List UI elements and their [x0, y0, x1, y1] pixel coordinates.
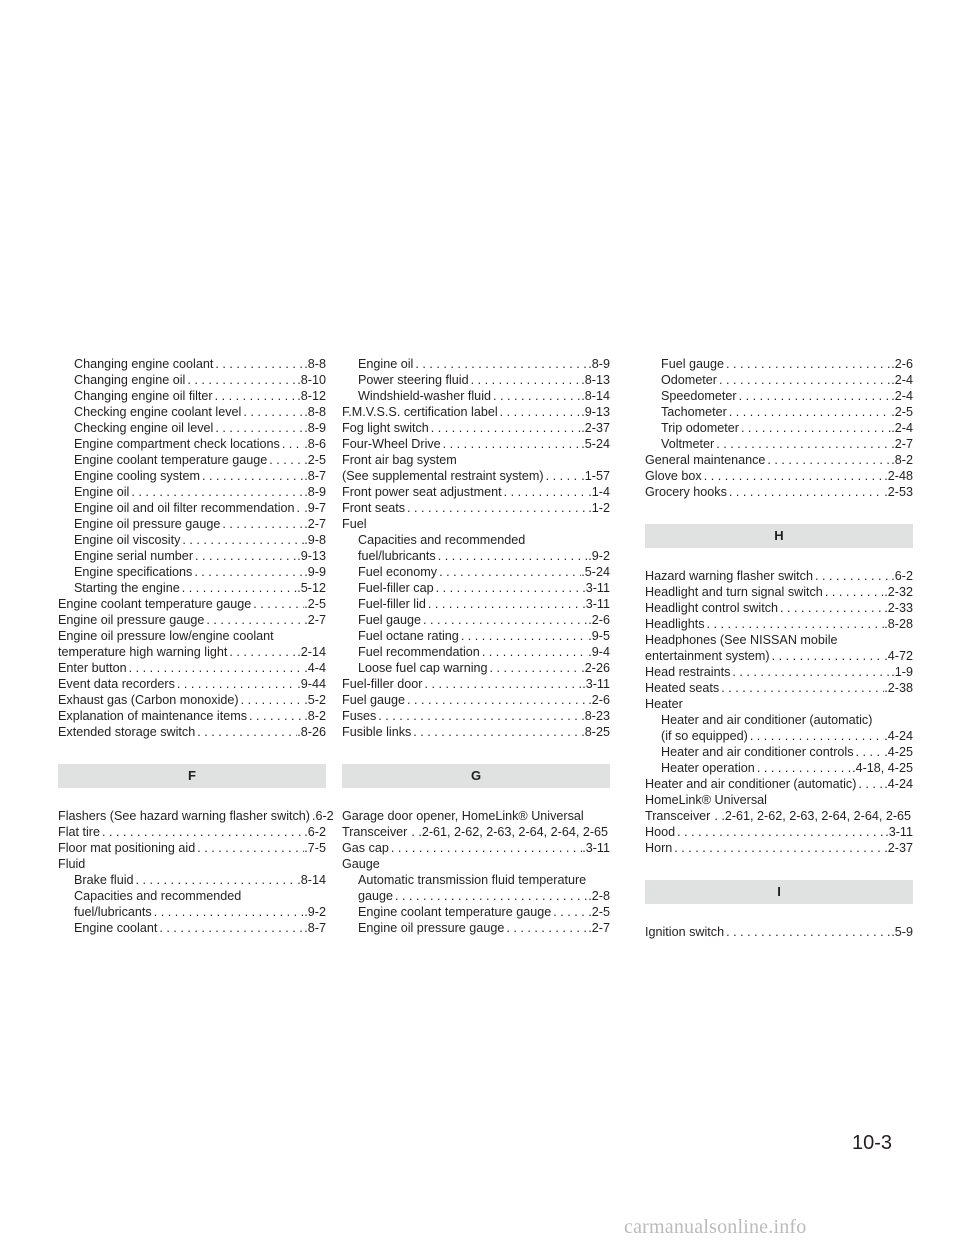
index-entry: Grocery hooks . . . .2-53 [645, 484, 913, 500]
index-entry: (See supplemental restraint system) . . . .1-57 [342, 468, 610, 484]
index-entry: Exhaust gas (Carbon monoxide) . . . .5-2 [58, 692, 326, 708]
index-column-3 [645, 356, 913, 940]
index-entry-line: Headphones (See NISSAN mobile [645, 633, 838, 647]
index-entry: Windshield-washer fluid . . . .8-14 [342, 388, 610, 404]
index-entry: Fuel gauge . . . .2-6 [645, 356, 913, 372]
index-entry: Engine coolant . . . .8-7 [58, 920, 326, 936]
index-entry: Enter button . . . .4-4 [58, 660, 326, 676]
index-entry: Changing engine coolant . . . .8-8 [58, 356, 326, 372]
index-entry: Engine cooling system . . . .8-7 [58, 468, 326, 484]
index-entry: Trip odometer . . . .2-4 [645, 420, 913, 436]
index-entry: Changing engine oil . . . .8-10 [58, 372, 326, 388]
index-entry: Explanation of maintenance items . . . .8-2 [58, 708, 326, 724]
index-entry: entertainment system) . . . .4-72 [645, 648, 913, 664]
index-column-1 [58, 356, 334, 936]
index-entry: Power steering fluid . . . .8-13 [342, 372, 610, 388]
index-entry: Tachometer . . . .2-5 [645, 404, 913, 420]
index-entry: Odometer . . . .2-4 [645, 372, 913, 388]
index-entry: Voltmeter . . . .2-7 [645, 436, 913, 452]
index-entry-line: Heater and air conditioner (automatic) [661, 713, 873, 727]
index-entry: Speedometer . . . .2-4 [645, 388, 913, 404]
index-entry-line: Garage door opener, HomeLink® Universal [342, 809, 584, 823]
section-header-g: G [342, 764, 610, 788]
index-entry: Fuel gauge . . . .2-6 [342, 612, 610, 628]
index-entry: Extended storage switch . . . .8-26 [58, 724, 326, 740]
index-heading: Gauge [342, 857, 380, 871]
index-entry: Engine coolant temperature gauge . . . .2-5 [58, 596, 326, 612]
index-entry: Heater and air conditioner (automatic) . . . .4-24 [645, 776, 913, 792]
index-entry: Front seats . . . .1-2 [342, 500, 610, 516]
index-entry: Engine oil pressure gauge . . . .2-7 [58, 516, 326, 532]
index-entry: Checking engine coolant level . . . .8-8 [58, 404, 326, 420]
index-entry: Engine coolant temperature gauge . . . .2-5 [342, 904, 610, 920]
index-entry: Heater operation . . . .4-18, 4-25 [645, 760, 913, 776]
index-entry: Fuel octane rating . . . .9-5 [342, 628, 610, 644]
index-entry: Fuel economy . . . .5-24 [342, 564, 610, 580]
index-entry: gauge . . . .2-8 [342, 888, 610, 904]
index-entry: Starting the engine . . . .5-12 [58, 580, 326, 596]
index-entry: Transceiver . .2-61, 2-62, 2-63, 2-64, 2-64, 2-65 [645, 809, 912, 823]
index-entry: Engine oil pressure gauge . . . .2-7 [58, 612, 326, 628]
index-entry: fuel/lubricants . . . .9-2 [58, 904, 326, 920]
index-entry: Event data recorders . . . .9-44 [58, 676, 326, 692]
index-entry: Transceiver . .2-61, 2-62, 2-63, 2-64, 2-64, 2-65 [342, 825, 609, 839]
index-entry: Glove box . . . .2-48 [645, 468, 913, 484]
index-entry: Engine specifications . . . .9-9 [58, 564, 326, 580]
index-entry-line: Engine oil pressure low/engine coolant [58, 629, 274, 643]
section-header-i: I [645, 880, 913, 904]
index-entry: Engine serial number . . . .9-13 [58, 548, 326, 564]
index-entry: Fuel gauge . . . .2-6 [342, 692, 610, 708]
index-entry: Fog light switch . . . .2-37 [342, 420, 610, 436]
index-entry: Headlights . . . .8-28 [645, 616, 913, 632]
index-entry: Head restraints . . . .1-9 [645, 664, 913, 680]
index-entry: Heater and air conditioner controls . . . .4-25 [645, 744, 913, 760]
index-entry-line: Capacities and recommended [74, 889, 242, 903]
index-entry: (if so equipped) . . . .4-24 [645, 728, 913, 744]
page-number: 10-3 [852, 1132, 893, 1154]
index-entry: Ignition switch . . . .5-9 [645, 924, 913, 940]
index-entry: Gas cap . . . .3-11 [342, 840, 610, 856]
index-entry: Engine oil . . . .8-9 [58, 484, 326, 500]
index-entry: Engine oil . . . .8-9 [342, 356, 610, 372]
index-entry: Engine compartment check locations . . . .8-6 [58, 436, 326, 452]
index-entry: Fuel-filler door . . . .3-11 [342, 676, 610, 692]
index-entry: Horn . . . .2-37 [645, 840, 913, 856]
index-entry: Engine oil viscosity . . . .9-8 [58, 532, 326, 548]
index-entry: Front power seat adjustment . . . .1-4 [342, 484, 610, 500]
index-entry: Brake fluid . . . .8-14 [58, 872, 326, 888]
index-entry: Fuel recommendation . . . .9-4 [342, 644, 610, 660]
index-entry: Flat tire . . . .6-2 [58, 824, 326, 840]
index-entry-line: HomeLink® Universal [645, 793, 767, 807]
index-entry: Four-Wheel Drive . . . .5-24 [342, 436, 610, 452]
section-header-f: F [58, 764, 326, 788]
index-entry: Fuel-filler cap . . . .3-11 [342, 580, 610, 596]
index-entry-line: Automatic transmission fluid temperature [358, 873, 587, 887]
index-heading: Fluid [58, 857, 86, 871]
index-entry-line: Capacities and recommended [358, 533, 526, 547]
index-entry: Hood . . . .3-11 [645, 824, 913, 840]
index-entry: General maintenance . . . .8-2 [645, 452, 913, 468]
index-entry: Fuel-filler lid . . . .3-11 [342, 596, 610, 612]
index-entry: Loose fuel cap warning . . . .2-26 [342, 660, 610, 676]
index-entry: F.M.V.S.S. certification label . . . .9-13 [342, 404, 610, 420]
index-entry: Heated seats . . . .2-38 [645, 680, 913, 696]
index-entry: Fuses . . . .8-23 [342, 708, 610, 724]
index-entry: Hazard warning flasher switch . . . .6-2 [645, 568, 913, 584]
index-entry: Engine oil and oil filter recommendation . . . .9-7 [58, 500, 326, 516]
index-entry-line: Front air bag system [342, 453, 457, 467]
index-entry: fuel/lubricants . . . .9-2 [342, 548, 610, 564]
index-column-2 [342, 356, 610, 936]
index-entry: Headlight and turn signal switch . . . .2-32 [645, 584, 913, 600]
index-entry: temperature high warning light . . . .2-14 [58, 644, 326, 660]
index-entry: Checking engine oil level . . . .8-9 [58, 420, 326, 436]
index-entry: Engine oil pressure gauge . . . .2-7 [342, 920, 610, 936]
index-entry: Headlight control switch . . . .2-33 [645, 600, 913, 616]
index-entry: Changing engine oil filter . . . .8-12 [58, 388, 326, 404]
index-entry: Floor mat positioning aid . . . .7-5 [58, 840, 326, 856]
section-header-h: H [645, 524, 913, 548]
watermark: carmanualsonline.info [624, 1216, 807, 1238]
index-entry: Fusible links . . . .8-25 [342, 724, 610, 740]
index-heading: Heater [645, 697, 683, 711]
index-heading: Fuel [342, 517, 367, 531]
index-entry: Flashers (See hazard warning flasher switch) .6-2 [58, 809, 334, 823]
index-entry: Engine coolant temperature gauge . . . .2-5 [58, 452, 326, 468]
